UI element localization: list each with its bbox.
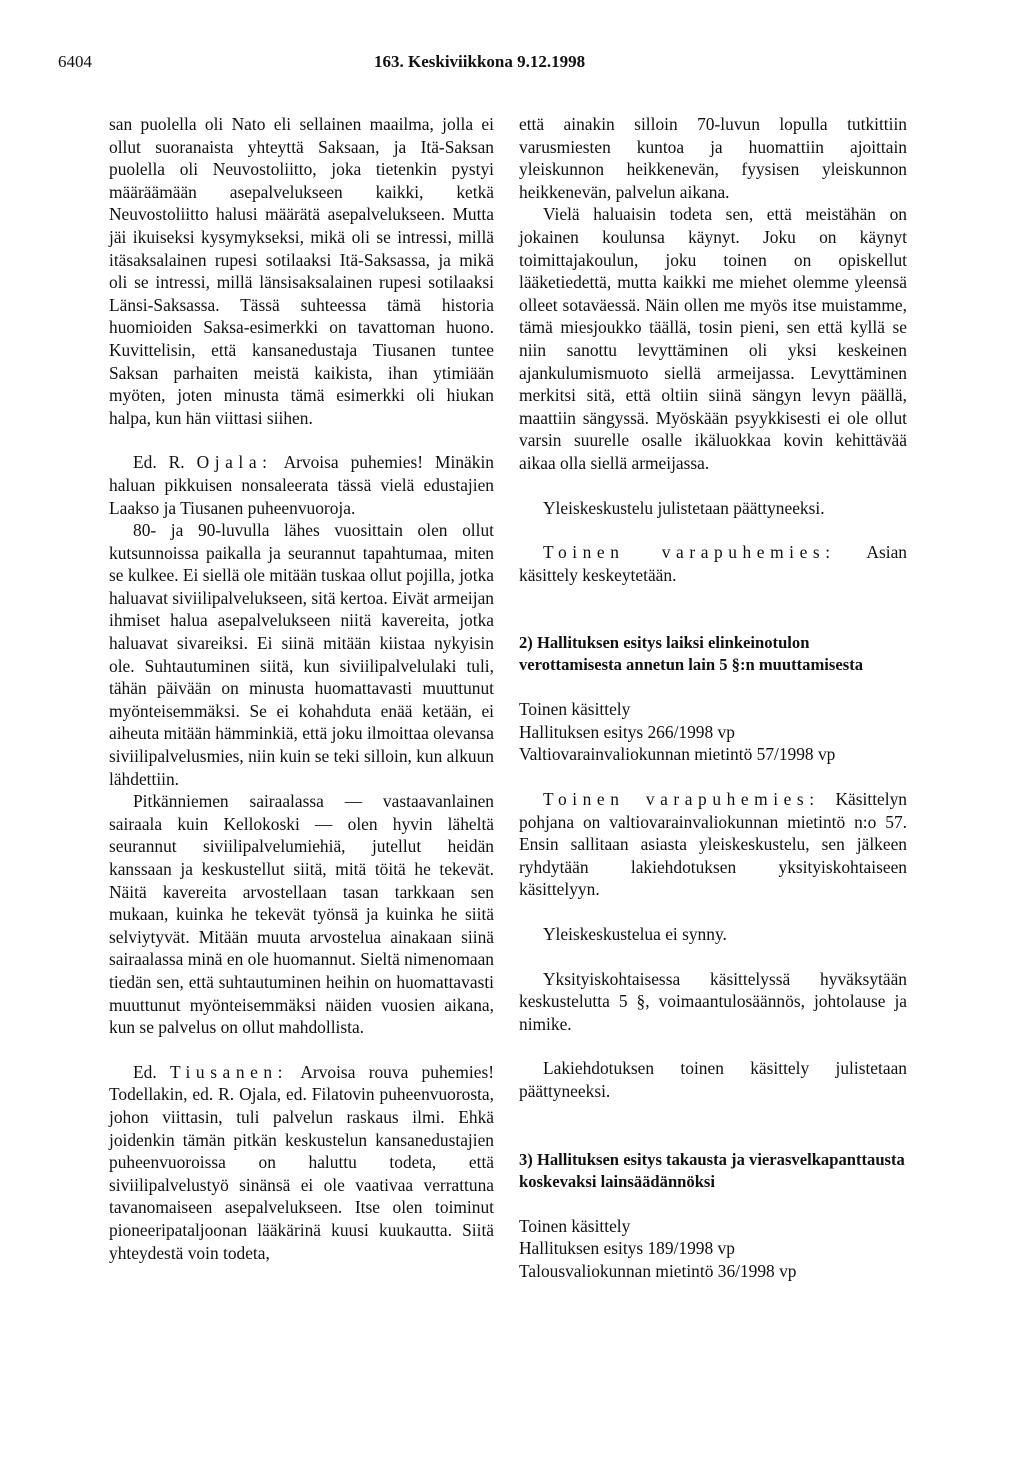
detail-line: Toinen käsittely <box>519 1215 631 1236</box>
detail-line: Hallituksen esitys 266/1998 vp <box>519 721 735 742</box>
paragraph: Pitkänniemen sairaalassa — vastaavanlainen sairaala kuin Kellokoski — olen hyvin läheltä seurannut siviilipalvelumiehiä, jutellut heidän kanssaan ja keskustellut siitä, mitä töitä he tekevät. Näitä kavereita arvostellaan tasan tarkkaan sen mukaan, kuinka he tekevät työnsä ja kuinka he siitä selviytyvät. Mitään muuta arvostelua ainakaan siinä sairaalassa minä en ole huomannut. Sieltä nimenomaan tiedän sen, että suhtautuminen heihin on huomattavasti muuttunut myönteisemmäksi näiden vuosien aikana, kun se palvelus on ollut mahdollista. <box>109 791 494 1038</box>
speech-ojala <box>109 451 494 519</box>
speaker-name: Toinen varapuhemies: <box>543 789 820 810</box>
detail-line: Valtiovarainvaliokunnan mietintö 57/1998 vp <box>519 744 836 765</box>
speech-text: Asian käsittely keskeytetään. <box>519 542 907 585</box>
speaker-name: Toinen varapuhemies: <box>543 542 836 563</box>
running-head: 163. Keskiviikkona 9.12.1998 <box>374 52 586 71</box>
speech-text: Arvoisa rouva puhemies! Todellakin, ed. R. Ojala, ed. Filatovin puheenvuorosta, johon viittasin, tuli palvelun raskaus ilmi. Ehkä joidenkin tämän pitkän keskustelun kansanedustajien puheenvuoroissa on haluttu todeta, että siviilipalvelustyö sinänsä ei ole vaativaa verrattuna tavanomaiseen asepalvelukseen. Itse olen toiminut pioneeripataljoonan lääkärinä kuusi kuukautta. Siitä yhteydestä voin todeta, <box>109 1061 495 1263</box>
page-number: 6404 <box>58 52 92 71</box>
paragraph: Lakiehdotuksen toinen käsittely julistetaan päättyneeksi. <box>519 1058 907 1101</box>
speech-deputy-speaker <box>519 788 907 901</box>
speech-text: Arvoisa puhemies! Minäkin haluan pikkuisen nonsaleerata tässä vielä edustajien Laakso ja Tiusanen puheenvuoroja. <box>109 452 494 518</box>
right-column <box>519 113 907 1282</box>
agenda-item-heading: 3) Hallituksen esitys takausta ja vierasvelkapanttausta koskevaksi lainsäädännöksi <box>519 1149 905 1191</box>
speaker-prefix: Ed. R. <box>133 452 185 473</box>
paragraph: Yleiskeskustelua ei synny. <box>543 924 727 945</box>
paragraph: 80- ja 90-luvulla lähes vuosittain olen ollut kutsunnoissa paikalla ja seurannut tapahtumaa, miten se kulkee. Ei siellä ole mitään tuskaa ollut pojilla, jotka haluavat siviilipalvelukseen, sitä kertoa. Eivät armeijan ihmiset halua asepalvelukseen niitä kavereita, jotka haluavat sivareiksi. Ei siinä mitään kiistaa nykyisin ole. Suhtautuminen siitä, kun siviilipalvelulaki tuli, tähän päivään on minusta huomattavasti muuttunut myönteisemmäksi. Se ei kohahduta enää ketään, ei aiheuta mitään hämminkiä, että joku ilmoittaa olevansa siviilipalvelusmies, niin kuin se teki silloin, kun alkuun lähdettiin. <box>109 520 494 789</box>
speech-deputy-speaker <box>519 541 907 586</box>
paragraph: Vielä haluaisin todeta sen, että meistähän on jokainen koulunsa käynyt. Joku on käynyt toimittajakoulun, joku toinen on opiskellut lääketiedettä, mutta kaikki me miehet olemme yleensä olleet sotaväessä. Näin ollen me myös itse muistamme, tämä miesjoukko täällä, tosin pieni, sen että kyllä se niin sanottu levyttäminen oli yksi keskeinen ajankulumismuoto siellä armeijassa. Levyttäminen merkitsi sitä, että oltiin siinä sängyn levyn päällä, maattiin sängyssä. Myöskään psyykkisesti ei ole ollut varsin suurelle osalle ikäluokkaa kovin kehittävää aikaa olla siellä armeijassa. <box>519 204 907 473</box>
paragraph: san puolella oli Nato eli sellainen maailma, jolla ei ollut suoranaista yhteyttä Saksaan, ja Itä-Saksan puolella oli Neuvostoliitto, joka tietenkin pystyi määräämään asepalvelukseen kaikki, ketkä Neuvostoliitto halusi määrätä asepalvelukseen. Mutta jäi ikuiseksi kysymykseksi, mikä oli se intressi, millä itäsaksalainen rupesi sotilaaksi Itä-Saksassa, ja mikä oli se intressi, millä länsisaksalainen rupesi sotilaaksi Länsi-Saksassa. Tässä suhteessa tämä historia huomioiden Saksa-esimerkki on tavattoman huono. Kuvittelisin, että kansanedustaja Tiusanen tuntee Saksan parhaiten meistä kaikista, ihan ytimiään myöten, joten minusta tämä esimerkki oli hiukan halpa, kun hän viittasi siihen. <box>109 114 494 428</box>
agenda-item-heading: 2) Hallituksen esitys laiksi elinkeinotulon verottamisesta annetun lain 5 §:n muuttamisesta <box>519 633 864 675</box>
agenda-item-details <box>519 698 907 766</box>
speaker-name: Ojala: <box>196 452 273 473</box>
speech-text: Käsittelyn pohjana on valtiovarainvaliokunnan mietintö n:o 57. Ensin sallitaan asiasta yleiskeskustelu, sen jälkeen ryhdytään lakiehdotuksen yksityiskohtaiseen käsittelyyn. <box>519 789 907 900</box>
left-column <box>109 113 494 1264</box>
speaker-name: Tiusanen: <box>169 1061 289 1082</box>
detail-line: Toinen käsittely <box>519 699 631 720</box>
page-header <box>0 52 1024 76</box>
paragraph: Yksityiskohtaisessa käsittelyssä hyväksytään keskustelutta 5 §, voimaantulosäännös, johtolause ja nimike. <box>519 968 907 1034</box>
agenda-item-details <box>519 1215 907 1283</box>
detail-line: Hallituksen esitys 189/1998 vp <box>519 1238 735 1259</box>
speaker-prefix: Ed. <box>133 1061 157 1082</box>
paragraph: Yleiskeskustelu julistetaan päättyneeksi. <box>543 497 825 518</box>
paragraph: että ainakin silloin 70-luvun lopulla tutkittiin varusmiesten kuntoa ja huomattiin ajoittain yleiskunnon heikkenevän, fyysisen yleiskunnon heikkenevän, palvelun aikana. <box>519 114 907 202</box>
speech-tiusanen <box>109 1061 494 1264</box>
detail-line: Talousvaliokunnan mietintö 36/1998 vp <box>519 1260 797 1281</box>
